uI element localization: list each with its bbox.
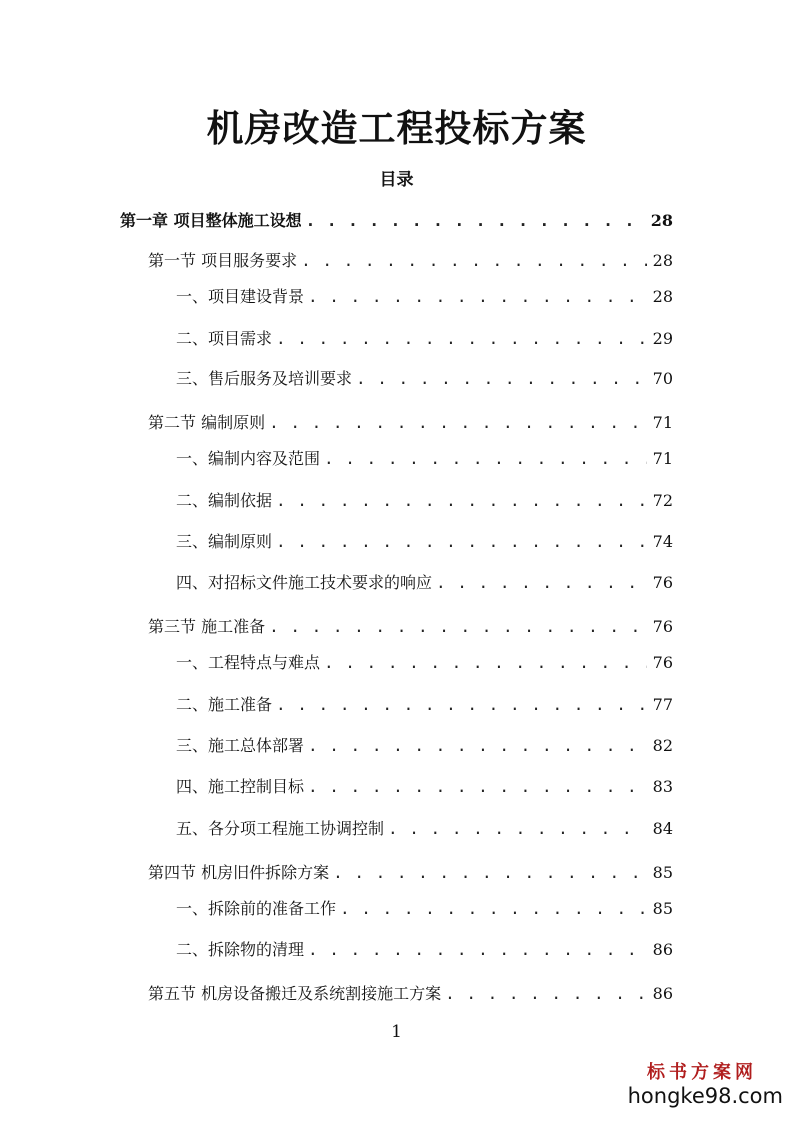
toc-entry-title: 第二节 编制原则: [148, 413, 266, 432]
toc-entry-page: 28: [652, 251, 673, 270]
toc-entry-page: 29: [652, 329, 673, 348]
toc-entry-page: 76: [652, 573, 673, 592]
toc-entry[interactable]: [176, 774, 673, 798]
toc-entry-title: 三、施工总体部署: [176, 736, 305, 755]
watermark-url: hongke98.com: [627, 1084, 783, 1108]
toc-entry-page: 85: [652, 899, 673, 918]
toc-entry[interactable]: [176, 733, 673, 757]
toc-entry-page: 71: [652, 449, 673, 468]
toc-leader-dots: [324, 448, 647, 470]
toc-entry-page: 85: [652, 863, 673, 882]
toc-leader-dots: [308, 776, 647, 798]
toc-entry[interactable]: [176, 326, 673, 350]
toc-entry-title: 二、施工准备: [176, 695, 273, 714]
toc-leader-dots: [324, 652, 647, 674]
toc-entry[interactable]: [176, 937, 673, 961]
toc-heading: 目录: [379, 170, 414, 190]
toc-entry-title: 一、拆除前的准备工作: [176, 899, 337, 918]
toc-entry[interactable]: [148, 981, 673, 1005]
toc-leader-dots: [308, 735, 647, 757]
toc-leader-dots: [436, 572, 647, 594]
toc-leader-dots: [276, 328, 647, 350]
toc-entry-page: 70: [652, 369, 673, 388]
watermark-cn-text: 标书方案网: [647, 1062, 757, 1083]
toc-entry[interactable]: [176, 529, 673, 553]
toc-leader-dots: [356, 368, 647, 390]
toc-entry[interactable]: [176, 816, 673, 840]
toc-entry[interactable]: [176, 650, 673, 674]
toc-entry-title: 四、对招标文件施工技术要求的响应: [176, 573, 433, 592]
toc-entry-title: 第一节 项目服务要求: [148, 251, 298, 270]
toc-entry-title: 第三节 施工准备: [148, 617, 266, 636]
toc-entry[interactable]: [148, 860, 673, 884]
toc-entry-title: 一、编制内容及范围: [176, 449, 321, 468]
toc-entry-page: 28: [650, 211, 673, 230]
toc-entry[interactable]: [148, 614, 673, 638]
toc-entry-title: 三、售后服务及培训要求: [176, 369, 353, 388]
page-number: 1: [391, 1022, 402, 1042]
toc-entry-title: 一、工程特点与难点: [176, 653, 321, 672]
toc-leader-dots: [276, 490, 647, 512]
toc-entry[interactable]: [148, 410, 673, 434]
toc-leader-dots: [306, 210, 647, 232]
toc-entry[interactable]: [120, 208, 673, 232]
toc-entry-title: 四、施工控制目标: [176, 777, 305, 796]
toc-entry-title: 第五节 机房设备搬迁及系统割接施工方案: [148, 984, 442, 1003]
toc-entry-page: 74: [652, 532, 673, 551]
toc-entry-title: 第四节 机房旧件拆除方案: [148, 863, 330, 882]
toc-entry-page: 83: [652, 777, 673, 796]
toc-entry-page: 72: [652, 491, 673, 510]
toc-entry-page: 86: [652, 984, 673, 1003]
toc-leader-dots: [340, 898, 647, 920]
toc-entry[interactable]: [176, 446, 673, 470]
toc-entry[interactable]: [176, 366, 673, 390]
toc-entry-title: 一、项目建设背景: [176, 287, 305, 306]
toc-entry-page: 76: [652, 653, 673, 672]
document-title: 机房改造工程投标方案: [206, 106, 587, 150]
toc-entry-page: 82: [652, 736, 673, 755]
toc-entry-page: 86: [652, 940, 673, 959]
toc-leader-dots: [276, 531, 647, 553]
toc-leader-dots: [388, 818, 647, 840]
toc-entry-page: 76: [652, 617, 673, 636]
toc-entry-page: 77: [652, 695, 673, 714]
toc-entry[interactable]: [148, 248, 673, 272]
toc-entry[interactable]: [176, 488, 673, 512]
toc-entry-title: 第一章 项目整体施工设想: [120, 211, 302, 230]
watermark: [613, 1058, 783, 1116]
toc-leader-dots: [301, 250, 647, 272]
toc-entry[interactable]: [176, 570, 673, 594]
toc-entry[interactable]: [176, 692, 673, 716]
toc-leader-dots: [308, 286, 647, 308]
toc-entry[interactable]: [176, 284, 673, 308]
toc-leader-dots: [269, 616, 647, 638]
toc-entry-page: 84: [652, 819, 673, 838]
toc-entry-title: 二、编制依据: [176, 491, 273, 510]
toc-entry-title: 五、各分项工程施工协调控制: [176, 819, 385, 838]
toc-leader-dots: [308, 939, 647, 961]
toc-leader-dots: [276, 694, 647, 716]
toc-entry-title: 二、拆除物的清理: [176, 940, 305, 959]
toc-entry[interactable]: [176, 896, 673, 920]
toc-entry-page: 71: [652, 413, 673, 432]
toc-entry-title: 三、编制原则: [176, 532, 273, 551]
toc-entry-title: 二、项目需求: [176, 329, 273, 348]
toc-leader-dots: [333, 862, 647, 884]
toc-leader-dots: [445, 983, 647, 1005]
toc-entry-page: 28: [652, 287, 673, 306]
toc-leader-dots: [269, 412, 647, 434]
